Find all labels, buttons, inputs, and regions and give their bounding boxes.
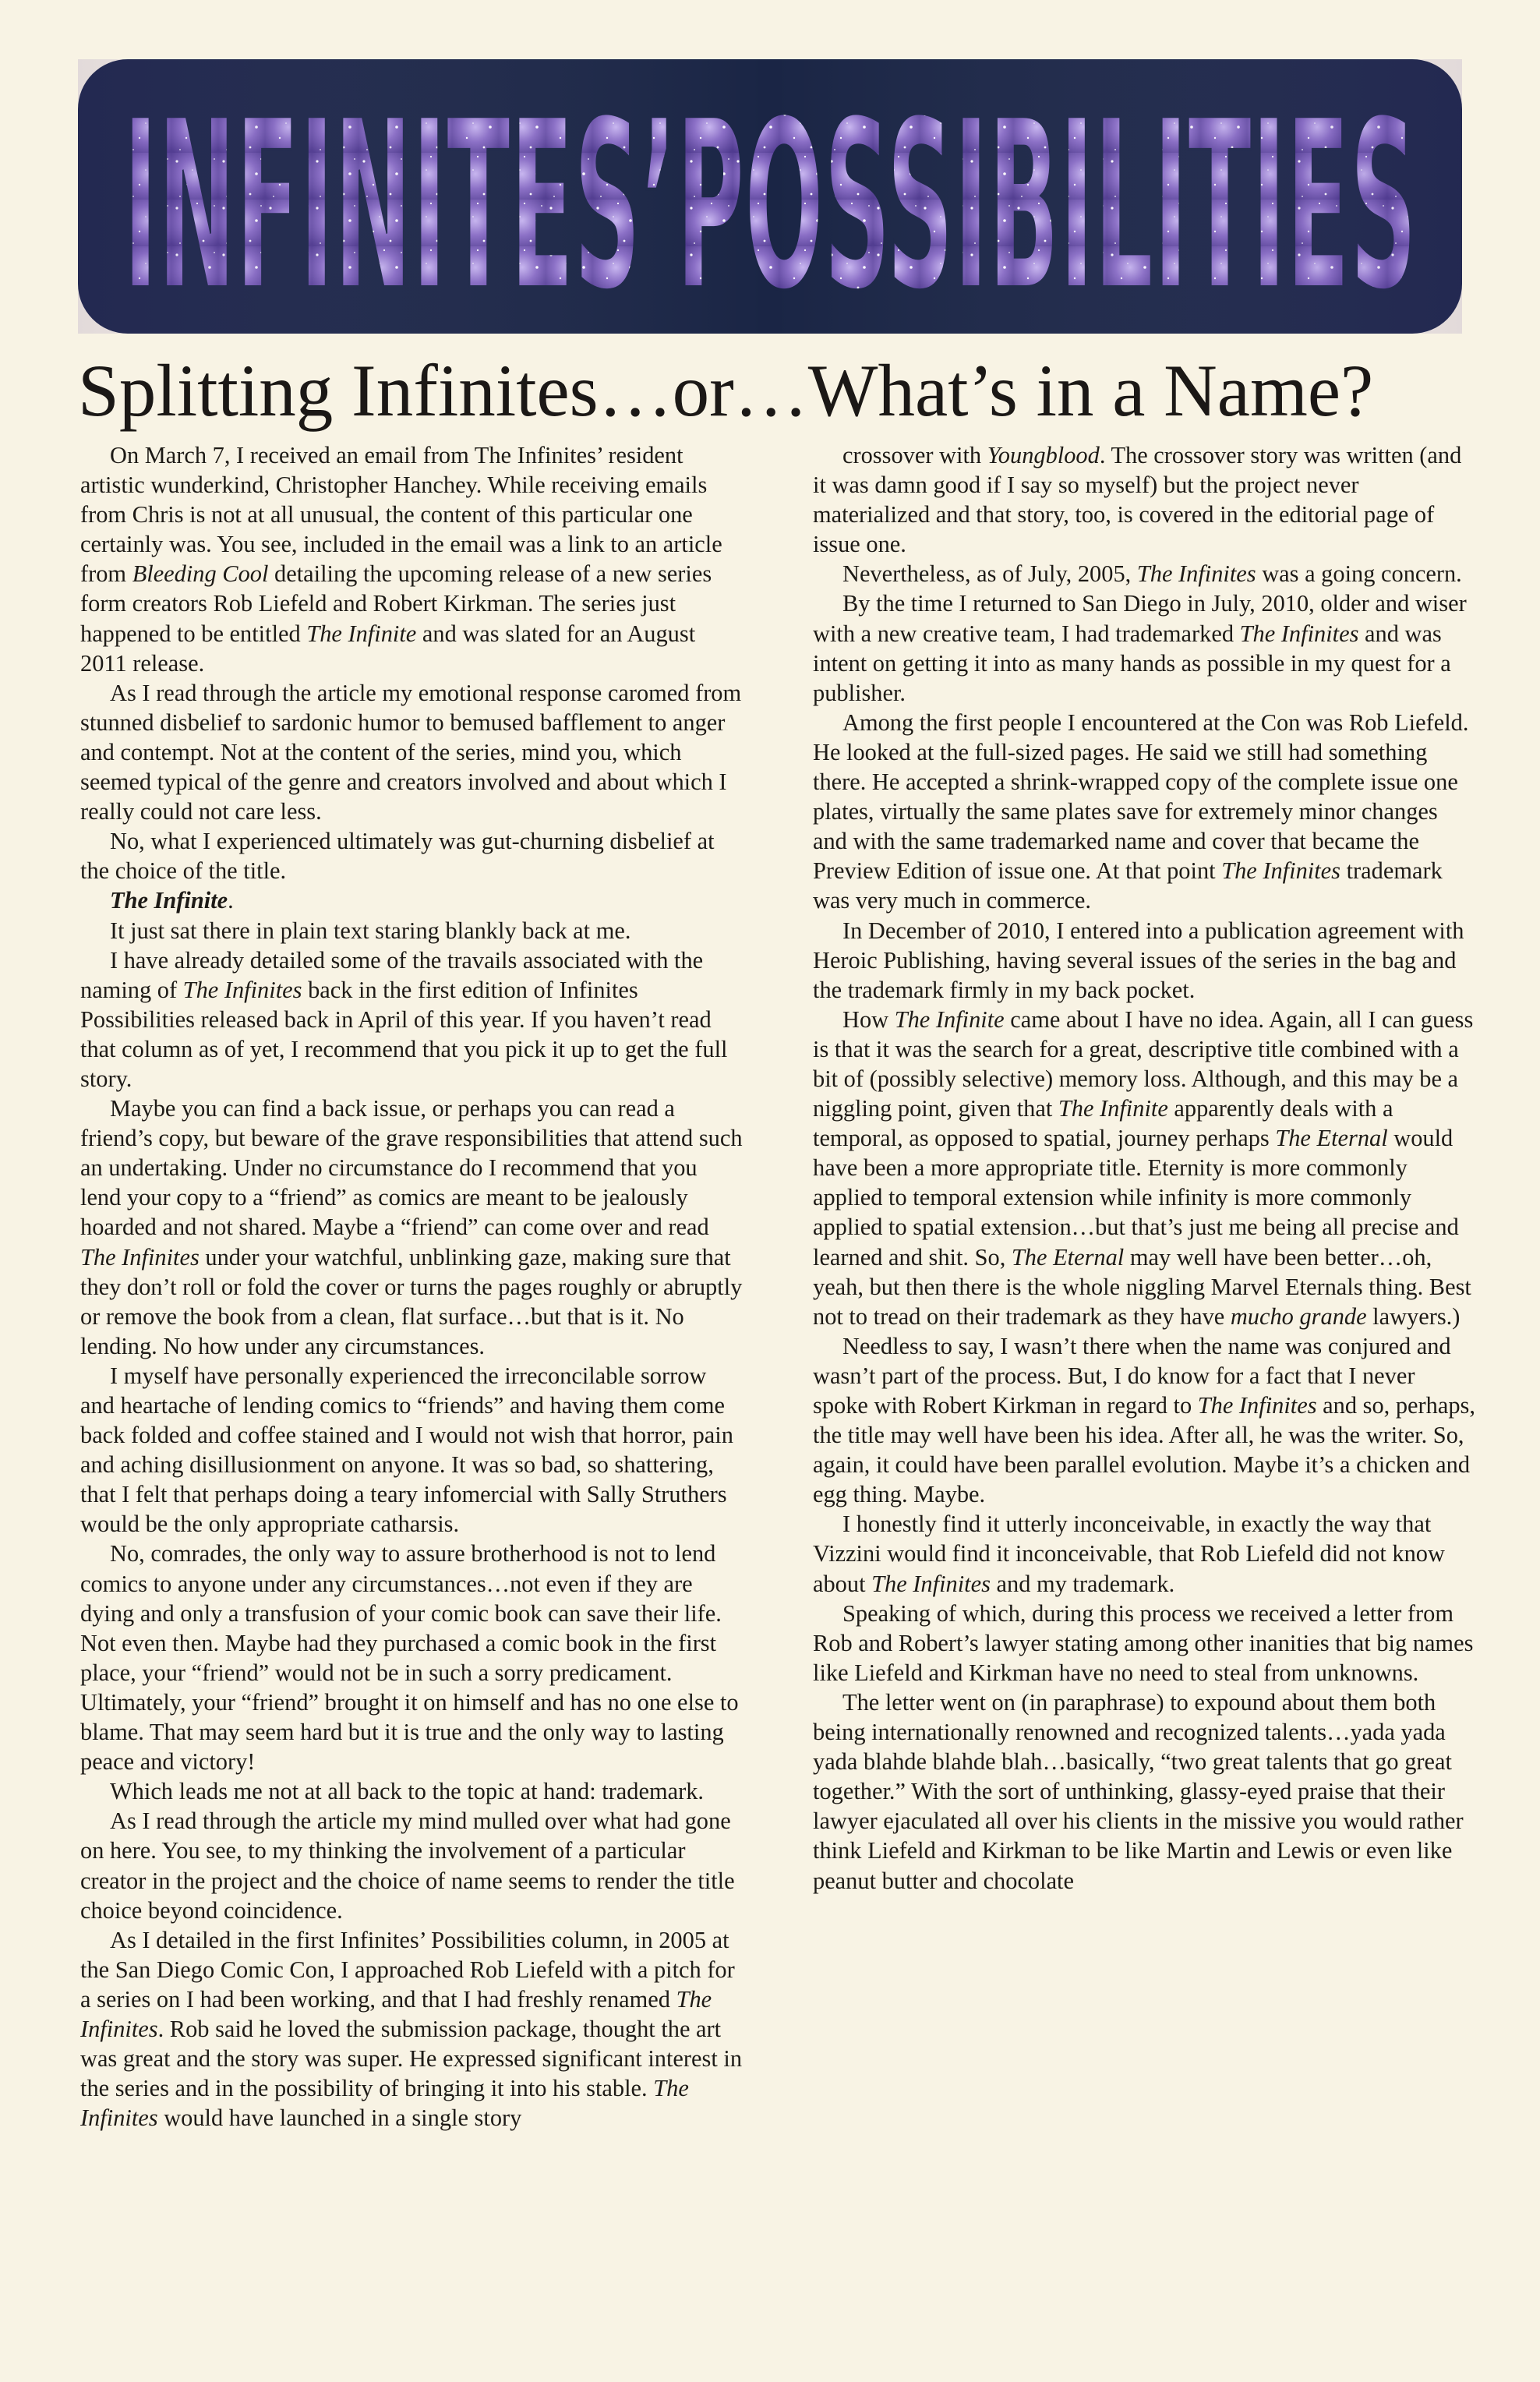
- italic-title: The Infinites: [1221, 857, 1340, 885]
- title-banner: [78, 59, 1462, 334]
- article-left-column: [80, 440, 743, 2133]
- text-run: would have been a more appropriate title. Eternity is more commonly applied to temporal extension while infinity is more commonly applied to spatial extension…but that’s just me being all precise and learned and shit. So,: [813, 1125, 1459, 1271]
- bold-text: [110, 887, 228, 914]
- text-run: and was slated for an August 2011 release.: [80, 620, 696, 677]
- text-run: . The crossover story was written (and it was damn good if I say so myself) but the project never materialized and that story, too, is covered in the editorial page of issue one.: [813, 442, 1462, 558]
- text-run: On March 7, I received an email from The Infinites’ resident artistic wunderkind, Christopher Hanchey. While receiving emails from Chris is not at all unusual, the content of this particular one certainly was. You see, included in the email was a link to an article from: [80, 442, 722, 588]
- paragraph: [80, 1094, 743, 1361]
- article-right-column: [813, 440, 1475, 1896]
- text-run: Speaking of which, during this process we received a letter from Rob and Robert’s lawyer stating among other inanities that big names like Liefeld and Kirkman have no need to steal from unknowns.: [813, 1599, 1474, 1686]
- text-run: Nevertheless, as of July, 2005,: [842, 560, 1137, 588]
- text-run: was a going concern.: [1256, 560, 1462, 588]
- paragraph: [80, 916, 743, 945]
- paragraph: [80, 678, 743, 826]
- italic-title: mucho grande: [1230, 1302, 1367, 1330]
- italic-title: The Infinite: [1058, 1095, 1168, 1122]
- paragraph: [80, 1361, 743, 1539]
- paragraph: [80, 826, 743, 885]
- text-run: . Rob said he loved the submission package, thought the art was great and the story was super. He expressed significant interest in the series and in the possibility of bringing it into his stable.: [80, 2015, 743, 2102]
- text-run: came about I have no idea. Again, all I can guess is that it was the search for a great, descriptive title combined with a bit of (possibly selective) memory loss. Although, and this may be a niggling point, given that: [813, 1005, 1474, 1122]
- text-run: and so, perhaps, the title may well have been his idea. After all, he was the writer. So, again, it could have been parallel evolution. Maybe it’s a chicken and egg thing. Maybe.: [813, 1392, 1475, 1508]
- banner-title: INFINITES’POSSIBILITIES: [123, 70, 1417, 334]
- text-run: being internationally renowned and recognized talents…yada yada yada blahde blahde blah…basically, “two great talents that go great together.” With the sort of unthinking, glassy-eyed praise that their lawyer ejaculated all over his clients in the missive you would rather think Liefeld and Kirkman to be like Martin and Lewis or even like peanut butter and chocolate: [813, 1719, 1464, 1894]
- italic-title: The Eternal: [1275, 1125, 1388, 1152]
- italic-title: Youngblood: [987, 442, 1100, 468]
- paragraph: [813, 1331, 1475, 1510]
- text-run: The letter went on (in paraphrase) to expound about them both: [842, 1688, 1436, 1716]
- paragraph: [80, 1925, 743, 2133]
- italic-title: Bleeding Cool: [132, 560, 269, 588]
- text-run: may well have been better…oh, yeah, but then there is the whole niggling Marvel Eternals thing. Best not to tread on their trademark as they have: [813, 1243, 1471, 1330]
- text-run: As I read through the article my emotional response caromed from stunned disbelief to sardonic humor to bemused bafflement to anger and contempt. Not at the content of the series, mind you, which seemed typical of the genre and creators involved and about which I really could not care less.: [80, 679, 742, 825]
- paragraph: [813, 1717, 1475, 1896]
- text-run: detailing the upcoming release of a new series form creators Rob Liefeld and Robert Kirkman. The series just happened to be entitled: [80, 560, 712, 647]
- text-run: I honestly find it utterly inconceivable, in exactly the way that Vizzini would find it inconceivable, that Rob Liefeld did not know about: [813, 1511, 1445, 1597]
- text-run: No, what I experienced ultimately was gut-churning disbelief at the choice of the title.: [80, 828, 715, 885]
- text-run: would have launched in a single story: [157, 2105, 522, 2132]
- italic-title: The Eternal: [1011, 1243, 1125, 1271]
- text-run: I have already detailed some of the travails associated with the naming of: [80, 946, 704, 1003]
- italic-title: The Infinites: [1136, 560, 1256, 588]
- italic-title: The Infinites: [80, 2075, 689, 2132]
- paragraph: [80, 885, 743, 915]
- text-run: apparently deals with a temporal, as opposed to spatial, journey perhaps: [813, 1095, 1393, 1152]
- italic-title: The Infinites: [871, 1570, 991, 1597]
- paragraph: [813, 708, 1475, 916]
- paragraph: [813, 440, 1475, 559]
- article-headline: Splitting Infinites…or…What’s in a Name?: [78, 349, 1374, 432]
- italic-title: The Infinites: [80, 1243, 200, 1271]
- italic-title: The Infinites: [1197, 1392, 1317, 1419]
- paragraph: [813, 1005, 1475, 1331]
- text-run: .: [228, 887, 234, 914]
- paragraph: [80, 1776, 743, 1806]
- text-run: By the time I returned to San Diego in July, 2010, older and wiser with a new creative team, I had trademarked: [813, 590, 1467, 647]
- paragraph: [80, 440, 743, 678]
- text-run: In December of 2010, I entered into a publication agreement with Heroic Publishing, having several issues of the series in the bag and the trademark firmly in my back pocket.: [813, 917, 1464, 1003]
- text-run: Among the first people I encountered at the Con was Rob Liefeld. He looked at the full-sized pages. He said we still had something there. He accepted a shrink-wrapped copy of the complete issue one plates, virtually the same plates save for extremely minor changes and with the same trademarked name and cover that became the Preview Edition of issue one. At that point: [813, 709, 1469, 885]
- text-run: trademark was very much in commerce.: [813, 857, 1443, 914]
- paragraph: [80, 1806, 743, 1924]
- text-run: As I detailed in the first Infinites’ Possibilities column, in 2005 at the San Diego Comic Con, I approached Rob Liefeld with a pitch for a series on I had been working, and that I had freshly renamed: [80, 1926, 735, 2013]
- text-run: I myself have personally experienced the irreconcilable sorrow and heartache of lending comics to “friends” and having them come back folded and coffee stained and I would not wish that horror, pain and aching disillusionment on anyone. It was so bad, so shattering, that I felt that perhaps doing a teary infomercial with Sally Struthers would be the only appropriate catharsis.: [80, 1362, 733, 1538]
- text-run: It just sat there in plain text staring blankly back at me.: [110, 917, 631, 944]
- italic-title: The Infinite: [306, 620, 417, 647]
- text-run: Needless to say, I wasn’t there when the name was conjured and wasn’t part of the process. But, I do know for a fact that I never spoke with Robert Kirkman in regard to: [813, 1332, 1451, 1419]
- text-run: crossover with: [842, 442, 987, 468]
- text-run: and was intent on getting it into as many hands as possible in my quest for a publisher.: [813, 620, 1451, 706]
- paragraph: [813, 1599, 1475, 1688]
- paragraph: [80, 1539, 743, 1776]
- text-run: under your watchful, unblinking gaze, making sure that they don’t roll or fold the cover or turns the pages roughly or abruptly or remove the book from a clean, flat surface…but that is it. No lending. No how under any circumstances.: [80, 1243, 743, 1359]
- text-run: back in the first edition of Infinites Possibilities released back in April of this year. If you haven’t read that column as of yet, I recommend that you pick it up to get the full story.: [80, 976, 728, 1092]
- italic-title: The Infinite: [894, 1005, 1005, 1033]
- paragraph: [813, 588, 1475, 707]
- paragraph: [813, 1509, 1475, 1598]
- text-run: Maybe you can find a back issue, or perhaps you can read a friend’s copy, but beware of the grave responsibilities that attend such an undertaking. Under no circumstance do I recommend that you lend your copy to a “friend” as comics are meant to be jealously hoarded and not shared. Maybe a “friend” can come over and read: [80, 1095, 743, 1241]
- banner-title-art: [78, 59, 1462, 334]
- text-run: No, comrades, the only way to assure brotherhood is not to lend comics to anyone under any circumstances…not even if they are dying and only a transfusion of your comic book can save their life. Not even then. Maybe had they purchased a comic book in the first place, your “friend” would not be in such a sorry predicament. Ultimately, your “friend” brought it on himself and has no one else to blame. That may seem hard but it is true and the only way to lasting peace and victory!: [80, 1540, 739, 1776]
- italic-title: The Infinites: [1239, 620, 1359, 647]
- text-run: Which leads me not at all back to the topic at hand: trademark.: [110, 1778, 705, 1805]
- italic-title: The Infinites: [80, 1985, 712, 2042]
- paragraph: [813, 1688, 1475, 1717]
- paragraph: [813, 916, 1475, 1005]
- text-run: As I read through the article my mind mulled over what had gone on here. You see, to my thinking the involvement of a particular creator in the project and the choice of name seems to render the title choice beyond coincidence.: [80, 1808, 735, 1924]
- italic-title: The Infinites: [182, 976, 302, 1003]
- text-run: lawyers.): [1366, 1302, 1461, 1330]
- text-run: How: [842, 1005, 895, 1033]
- emphasis-text: The Infinite: [110, 887, 228, 914]
- paragraph: [80, 945, 743, 1094]
- paragraph: [813, 559, 1475, 588]
- text-run: and my trademark.: [990, 1570, 1175, 1597]
